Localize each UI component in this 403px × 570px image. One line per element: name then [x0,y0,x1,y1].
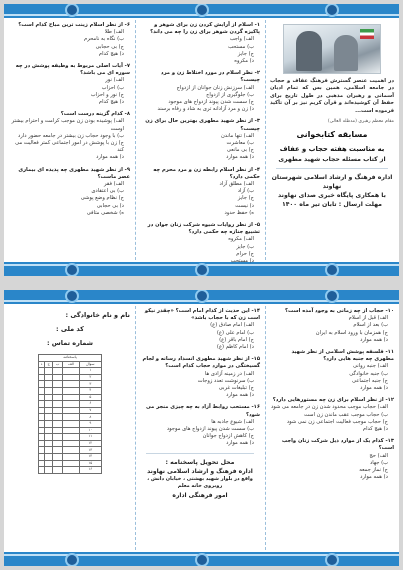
option: الف) حجاب موجب محدود شدن زن در جامعه می شود [271,404,388,411]
answer-row [39,440,102,447]
answer-cell[interactable] [63,407,79,414]
option: ه) شخصی متافی [86,209,124,216]
question-block [270,349,394,392]
option: الف) در زمینه آزادی ها [204,370,254,377]
decorative-top-band [4,290,399,304]
organizer: اداره فرهنگ و ارشاد اسلامی شهرستان نهاوند [271,174,393,191]
answer-cell[interactable] [39,420,45,427]
question-text: ۳- از نظر شهید مطهری بهترین حال برای زن چیست؟ [145,118,260,132]
option: ج) بی مانعی [226,147,254,154]
answer-cell[interactable] [63,387,79,394]
answer-cell[interactable] [53,387,63,394]
option: ج) نظام وضع پوشی [80,195,124,202]
option: د) همه موارد [360,336,388,343]
intro-quote: در اهمیت عنصر گسترش فرهنگ عفاف و حجاب در جامعه اسلامی، همین بس که تمام ادیان آسمانی و رهبران مذهبی در طول تاریخ برای حفظ آن کوشیده‌اند و قرآن کریم نیز بر آن تأکید فرموده است... [270,78,394,114]
answer-cell[interactable] [39,414,45,421]
rosette-icon [65,263,79,276]
rosette-icon [325,263,339,276]
answer-row [39,447,102,454]
option: د) هیچ کدام [98,50,124,57]
answer-cell[interactable] [39,453,45,460]
cooperation: با همکاری پایگاه خبری صدای نهاوند [278,192,386,200]
option: ج) امام باقر (ع) [219,336,254,343]
answer-sheet-column [10,308,130,548]
answer-cell[interactable] [39,394,45,401]
option: ج) حرام [236,250,254,257]
answer-row [39,420,102,427]
answer-cell[interactable] [53,381,63,388]
delivery-address: واقع در بلوار شهید بهشتی ، خیابان دانش ، روبروی خانه معلم [147,475,253,490]
option: الف) حج [369,452,388,459]
option: الف) امام صادق (ع) [210,322,254,329]
brochure-page-back [4,290,399,566]
deadline: مهلت ارسال : تابان تیر ماه ۱۴۰۰ [281,201,383,209]
option: ج) همزمان با ورود اسلام به ایران [315,329,388,336]
answer-sheet-rows [39,368,102,474]
phone-field[interactable]: شماره تماس : [46,339,94,347]
question-block [140,404,260,447]
option: الف) سرزنش زنان جوانان از ازدواج [176,84,254,91]
question-text: ۱۵- از نظر شهید مطهری انسداد رسانه و لجام گسیختگی در موارد حجاب کدام است؟ [142,356,260,370]
answer-cell[interactable] [53,407,63,414]
option: ج) سست شدن پیوند ازدواج های موجود [168,99,254,106]
option: ب) بعد از اسلام [353,322,388,329]
answer-row [39,381,102,388]
intro-source: مقام معظم رهبری (مدظله العالی) [327,119,394,125]
answer-cell[interactable] [39,460,45,467]
answer-row-number: ۱۵ [79,460,101,467]
question-text: ۶- از نظر اسلام زینت ترین مباح کدام است؟ [18,22,130,28]
cover-photo [283,24,381,74]
answer-row-number: ۱۲ [79,440,101,447]
answer-row [39,374,102,381]
answer-row-number: ۱۳ [79,447,101,454]
question-text: ۲- نظر اسلام در مورد اختلاط زن و مرد چیست؟ [160,70,260,84]
question-text: ۱۲- از نظر اسلام برای زن چه مستورهایی دارد؟ [272,397,394,404]
answer-cell[interactable] [63,394,79,401]
option: ج) بی حجابی [95,43,124,50]
answer-row [39,407,102,414]
option: ج) حجاب موجب فعالیت اجتماعی زن نمی شود [286,418,388,425]
answer-row-number: ۱۱ [79,434,101,441]
answer-cell[interactable] [45,381,53,388]
answer-cell[interactable] [45,414,53,421]
answer-cell[interactable] [45,460,53,467]
answer-cell[interactable] [53,427,63,434]
option: ب) نگاه به نامحرم [84,36,124,43]
option: ج) جنبه اجتماعی [351,377,388,384]
answer-cell[interactable] [39,407,45,414]
question-text: ۹- از نظر شهید مطهری چه پدیده ای بیماری عصر ماست؟ [18,166,130,180]
decorative-bottom-band [4,552,399,566]
answer-cell[interactable] [45,427,53,434]
answer-cell[interactable] [45,420,53,427]
answer-header: الف [63,361,79,368]
national-code-field[interactable]: کد ملی : [56,325,84,333]
option: الف) قبل از اسلام [348,315,388,322]
answer-cell[interactable] [63,434,79,441]
delivery-office: اداره فرهنگ و ارشاد اسلامی نهاوند [147,467,253,475]
option: الف) جنبه روانی [352,363,388,370]
option: د) همه موارد [226,392,254,399]
option: ج) جایز [237,50,254,57]
option: الف) شیوع جاذبه ها [211,418,254,425]
option: ب) جلوگیری از ازدواج [206,91,254,98]
rosette-icon [325,553,339,566]
answer-cell[interactable] [45,374,53,381]
answer-cell[interactable] [63,440,79,447]
question-block [140,118,260,161]
question-text: ۱- اسلام از آرایش کردن زن برای شوهر و پاکیزه گردن شوهر برای زن را چه می داند؟ [150,22,260,36]
option: ه) حفظ حدود [224,209,254,216]
answer-cell[interactable] [45,368,53,375]
book-title: از کتاب مسئله حجاب شهید مطهری [278,156,386,164]
questions-column-6-9 [10,22,130,258]
answer-row [39,427,102,434]
option: ب) جایز [236,243,254,250]
answer-cell[interactable] [53,460,63,467]
question-block [270,397,394,433]
option: الف) فقر [103,181,124,188]
answer-cell[interactable] [63,467,79,474]
answer-row-number: ۲ [79,374,101,381]
question-block [140,356,260,399]
answer-cell[interactable] [39,368,45,375]
contest-title: مسابقه کتابخوانی [296,130,368,140]
answer-row-number: ۴ [79,387,101,394]
answer-row [39,453,102,460]
question-block [140,167,260,217]
decorative-top-band [4,4,399,18]
answer-cell[interactable] [53,368,63,375]
question-text: ۱۴- این حدیث از کدام امام است؟ «چقدر نیکو است زن که با حجاب باشد» [144,308,260,322]
question-block [10,22,130,58]
brochure-page-front [4,4,399,276]
answer-header: ج [45,361,53,368]
option: ب) امام علی (ع) [216,329,254,336]
option: ب) با وجود حجاب زن بیشتر در جامعه حضور دارد [18,132,124,139]
answer-cell[interactable] [45,447,53,454]
option: ب) جنبه خانوادگی [349,370,388,377]
occasion-title: به مناسبت هفته حجاب و عفاف [279,145,385,154]
option: ج) تبلیغات غربی [218,385,254,392]
answer-cell[interactable] [45,453,53,460]
option: د) هیچ کدام [98,99,124,106]
option: د) مستحب [230,258,254,265]
answer-cell[interactable] [53,447,63,454]
option: ب) جهاد [369,459,388,466]
question-text: ۱۳- کدام یک از موارد ذیل شرکت زنان واجب است؟ [281,438,394,452]
answer-row [39,387,102,394]
cover-column [270,22,394,258]
option: ب) حجاب موجب عقب ماندن زن است [304,411,388,418]
option: الف) طلا [104,29,124,36]
answer-row-number: ۱ [79,368,101,375]
question-block [10,111,130,161]
question-text: ۸- کدام گزینه درست است؟ [60,111,130,118]
option: ب) احزاب [101,84,124,91]
question-block [270,308,394,344]
answer-row-number: ۱۴ [79,453,101,460]
answer-cell[interactable] [39,381,45,388]
answer-cell[interactable] [45,467,53,474]
question-block [140,70,260,113]
answer-row [39,467,102,474]
option: الف) واجب [229,36,254,43]
answer-row-number: ۵ [79,394,101,401]
answer-cell[interactable] [39,387,45,394]
questions-column-14-16 [140,308,260,548]
answer-cell[interactable] [63,460,79,467]
answer-row-number: ۸ [79,414,101,421]
answer-row [39,460,102,467]
rosette-icon [65,553,79,566]
questions-column-1-5 [140,22,260,265]
answer-row-number: ۶ [79,401,101,408]
question-text: ۷- آیات اصلی مربوط به وظیفه پوشش در چه سوره ای می باشد؟ [15,63,130,77]
option: ب) سرنوشت تعدد زوجات [197,377,254,384]
answer-header: د [39,361,45,368]
answer-cell[interactable] [63,401,79,408]
option: د) هیچ کدام [362,426,388,433]
answer-header: سوال [79,361,101,368]
answer-cell[interactable] [53,401,63,408]
answer-cell[interactable] [45,434,53,441]
answer-cell[interactable] [53,440,63,447]
answer-row [39,368,102,375]
option: د) همه موارد [360,474,388,481]
answer-cell[interactable] [45,407,53,414]
answer-sheet-title: پاسخنامه [39,355,102,362]
answer-cell[interactable] [63,420,79,427]
question-text: ۱۰- حجاب از چه زمانی به وجود آمده است؟ [285,308,394,314]
answer-header: ب [53,361,63,368]
answer-cell[interactable] [45,394,53,401]
option: ب) آزاد [237,188,254,195]
question-text: ۱۶- مستحب روابط آزاد به چه چیزی منجر می شود؟ [145,404,260,418]
answer-cell[interactable] [63,414,79,421]
answer-row [39,414,102,421]
answer-cell[interactable] [53,414,63,421]
option: ج) نور و احزاب [90,91,124,98]
question-block [140,22,260,65]
answer-cell[interactable] [53,374,63,381]
answer-row-number: ۹ [79,420,101,427]
option: د) زن و مرد آزادانه تری به شاد و رفاه برسند [157,106,254,113]
option: د) نیست [235,202,254,209]
answer-row [39,434,102,441]
answer-cell[interactable] [63,374,79,381]
answer-cell[interactable] [39,440,45,447]
answer-cell[interactable] [63,447,79,454]
option: د) مکروه [234,58,254,65]
question-block [140,308,260,351]
option: د) همه موارد [226,154,254,161]
answer-cell[interactable] [39,374,45,381]
question-text: ۱۱- فلسفه پوشش اسلامی از نظر شهید مطهری چه جنبه هایی دارد؟ [291,349,394,363]
delivery-title: محل تحویل پاسخنامه : [165,458,235,466]
answer-cell[interactable] [63,381,79,388]
option: الف) نور [105,77,124,84]
option: ج) کاهش ازدواج جوانان [202,433,254,440]
answer-cell[interactable] [39,427,45,434]
answer-cell[interactable] [45,401,53,408]
option: د) امام کاظم (ع) [216,344,254,351]
answer-row-number: ۱۶ [79,467,101,474]
question-text: ۵- از نظر روایات شیوه شرکت زنان جوان در تشییع جنازه چه حکمی دارد؟ [147,222,260,236]
question-block [10,167,130,217]
answer-cell[interactable] [63,427,79,434]
option: ج) جایز [237,195,254,202]
delivery-unit: امور فرهنگی اداره [172,491,228,499]
answer-cell[interactable] [39,401,45,408]
question-text: ۴- از نظر اسلام رابطه زن و مرد محرم چه حکمی دارد؟ [153,166,260,180]
answer-row-number: ۱۰ [79,427,101,434]
option: ج) نماز جمعه [359,467,388,474]
answer-cell[interactable] [53,453,63,460]
answer-row-number: ۳ [79,381,101,388]
answer-cell[interactable] [53,467,63,474]
answer-cell[interactable] [39,434,45,441]
rosette-icon [195,553,209,566]
option: ب) معاشرت [226,140,254,147]
option: ب) مستحب [228,43,254,50]
question-block [140,222,260,265]
option: ج) زن با پوشش در امور اجتماعی کمتر فعالیت می کند [15,140,124,154]
name-field[interactable]: نام و نام خانوادگی : [65,311,130,319]
answer-cell[interactable] [45,440,53,447]
answer-sheet-table [38,354,102,474]
answer-cell[interactable] [53,420,63,427]
answer-cell[interactable] [63,368,79,375]
answer-cell[interactable] [39,447,45,454]
answer-cell[interactable] [45,387,53,394]
option: د) همه موارد [96,154,124,161]
answer-row [39,401,102,408]
answer-row [39,394,102,401]
question-block [270,438,394,481]
answer-cell[interactable] [63,453,79,460]
answer-cell[interactable] [53,394,63,401]
option: الف) تنها ماندن [220,132,254,139]
option: د) بی حجابی [96,202,124,209]
answer-row-number: ۷ [79,407,101,414]
answer-cell[interactable] [39,467,45,474]
option: ب) سست شدن پیوند ازدواج های موجود [166,426,254,433]
option: الف) مطلق آزاد [219,181,254,188]
question-block [10,63,130,106]
option: ب) بی اعتقادی [91,188,124,195]
answer-cell[interactable] [53,434,63,441]
option: الف) پوشیده بودن زن موجب کرامت و احترام بیشتر اوست [11,118,124,132]
questions-column-10-13 [270,308,394,548]
option: د) همه موارد [360,385,388,392]
option: د) همه موارد [226,440,254,447]
option: الف) مکروه [228,236,254,243]
